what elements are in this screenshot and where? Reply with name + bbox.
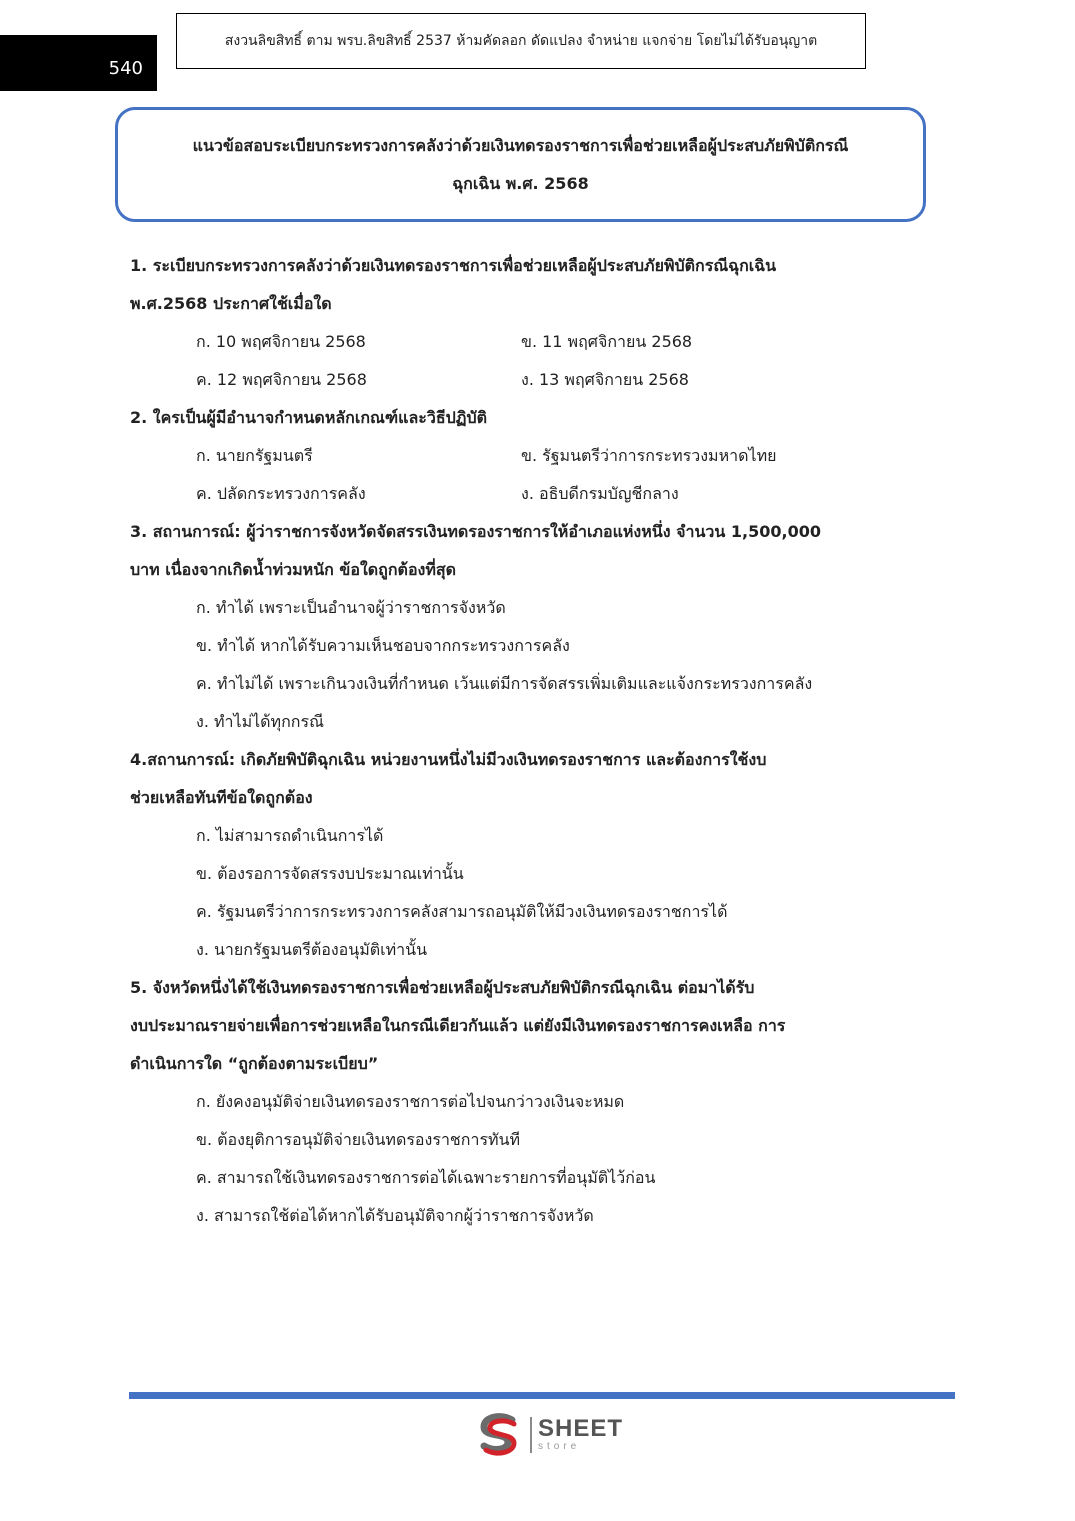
option-b: ข. ต้องรอการจัดสรรงบประมาณเท่านั้น [196, 864, 464, 883]
option-c: ค. 12 พฤศจิกายน 2568 [196, 370, 367, 389]
options-list [130, 1083, 930, 1235]
logo-subtitle: store [538, 1441, 581, 1452]
document-title [115, 107, 926, 222]
options-list [130, 589, 930, 741]
options-grid [130, 437, 930, 513]
question-text: 5. จังหวัดหนึ่งได้ใช้เงินทดรองราชการเพื่อช่วยเหลือผู้ประสบภัยพิบัติกรณีฉุกเฉิน ต่อมาได้รับ [130, 978, 755, 997]
page-number: 540 [108, 58, 143, 79]
options-grid [130, 323, 930, 399]
option-b: ข. รัฐมนตรีว่าการกระทรวงมหาดไทย [521, 446, 777, 465]
question-5 [130, 969, 930, 1235]
option-b: ข. ทำได้ หากได้รับความเห็นชอบจากกระทรวงการคลัง [196, 636, 570, 655]
option-c: ค. ทำไม่ได้ เพราะเกินวงเงินที่กำหนด เว้นแต่มีการจัดสรรเพิ่มเติมและแจ้งกระทรวงการคลัง [196, 674, 813, 693]
option-a: ก. ยังคงอนุมัติจ่ายเงินทดรองราชการต่อไปจนกว่าวงเงินจะหมด [196, 1092, 625, 1111]
option-a: ก. ทำได้ เพราะเป็นอำนาจผู้ว่าราชการจังหวัด [196, 598, 506, 617]
option-b: ข. 11 พฤศจิกายน 2568 [521, 332, 693, 351]
title-line-1: แนวข้อสอบระเบียบกระทรวงการคลังว่าด้วยเงินทดรองราชการเพื่อช่วยเหลือผู้ประสบภัยพิบัติกรณี [192, 135, 849, 155]
option-c: ค. สามารถใช้เงินทดรองราชการต่อได้เฉพาะรายการที่อนุมัติไว้ก่อน [196, 1168, 656, 1187]
option-d: ง. สามารถใช้ต่อได้หากได้รับอนุมัติจากผู้ว่าราชการจังหวัด [196, 1206, 594, 1225]
footer-divider [129, 1392, 955, 1399]
question-text: พ.ศ.2568 ประกาศใช้เมื่อใด [130, 294, 332, 313]
question-1 [130, 247, 930, 399]
option-a: ก. 10 พฤศจิกายน 2568 [196, 332, 366, 351]
question-4 [130, 741, 930, 969]
question-text: 3. สถานการณ์: ผู้ว่าราชการจังหวัดจัดสรรเงินทดรองราชการให้อำเภอแห่งหนึ่ง จำนวน 1,500,000 [130, 522, 821, 541]
logo-s-icon [476, 1412, 522, 1458]
title-line-2: ฉุกเฉิน พ.ศ. 2568 [452, 173, 589, 193]
question-text: 1. ระเบียบกระทรวงการคลังว่าด้วยเงินทดรองราชการเพื่อช่วยเหลือผู้ประสบภัยพิบัติกรณีฉุกเฉิน [130, 256, 777, 275]
copyright-notice [176, 13, 866, 69]
logo-wordmark [530, 1417, 623, 1453]
sheet-store-logo [476, 1410, 636, 1460]
option-a: ก. นายกรัฐมนตรี [196, 446, 313, 465]
page-number-box [0, 35, 157, 91]
option-d: ง. ทำไม่ได้ทุกกรณี [196, 712, 324, 731]
question-text: ดำเนินการใด “ถูกต้องตามระเบียบ” [130, 1054, 379, 1073]
option-b: ข. ต้องยุติการอนุมัติจ่ายเงินทดรองราชการทันที [196, 1130, 521, 1149]
question-text: ช่วยเหลือทันทีข้อใดถูกต้อง [130, 788, 313, 807]
question-2 [130, 399, 930, 513]
question-text: งบประมาณรายจ่ายเพื่อการช่วยเหลือในกรณีเดียวกันแล้ว แต่ยังมีเงินทดรองราชการคงเหลือ การ [130, 1016, 786, 1035]
copyright-text: สงวนลิขสิทธิ์ ตาม พรบ.ลิขสิทธิ์ 2537 ห้ามคัดลอก ดัดแปลง จำหน่าย แจกจ่าย โดยไม่ได้รับอนุญาต [224, 33, 818, 49]
question-3 [130, 513, 930, 741]
option-c: ค. ปลัดกระทรวงการคลัง [196, 484, 366, 503]
option-d: ง. อธิบดีกรมบัญชีกลาง [521, 484, 679, 503]
logo-name: SHEET [538, 1415, 624, 1442]
options-list [130, 817, 930, 969]
question-text: 2. ใครเป็นผู้มีอำนาจกำหนดหลักเกณฑ์และวิธีปฏิบัติ [130, 408, 488, 427]
option-d: ง. 13 พฤศจิกายน 2568 [521, 370, 689, 389]
question-text: 4.สถานการณ์: เกิดภัยพิบัติฉุกเฉิน หน่วยงานหนึ่งไม่มีวงเงินทดรองราชการ และต้องการใช้งบ [130, 750, 767, 769]
option-a: ก. ไม่สามารถดำเนินการได้ [196, 826, 384, 845]
option-c: ค. รัฐมนตรีว่าการกระทรวงการคลังสามารถอนุมัติให้มีวงเงินทดรองราชการได้ [196, 902, 728, 921]
question-text: บาท เนื่องจากเกิดน้ำท่วมหนัก ข้อใดถูกต้องที่สุด [130, 560, 457, 579]
question-list [130, 247, 930, 1235]
option-d: ง. นายกรัฐมนตรีต้องอนุมัติเท่านั้น [196, 940, 428, 959]
